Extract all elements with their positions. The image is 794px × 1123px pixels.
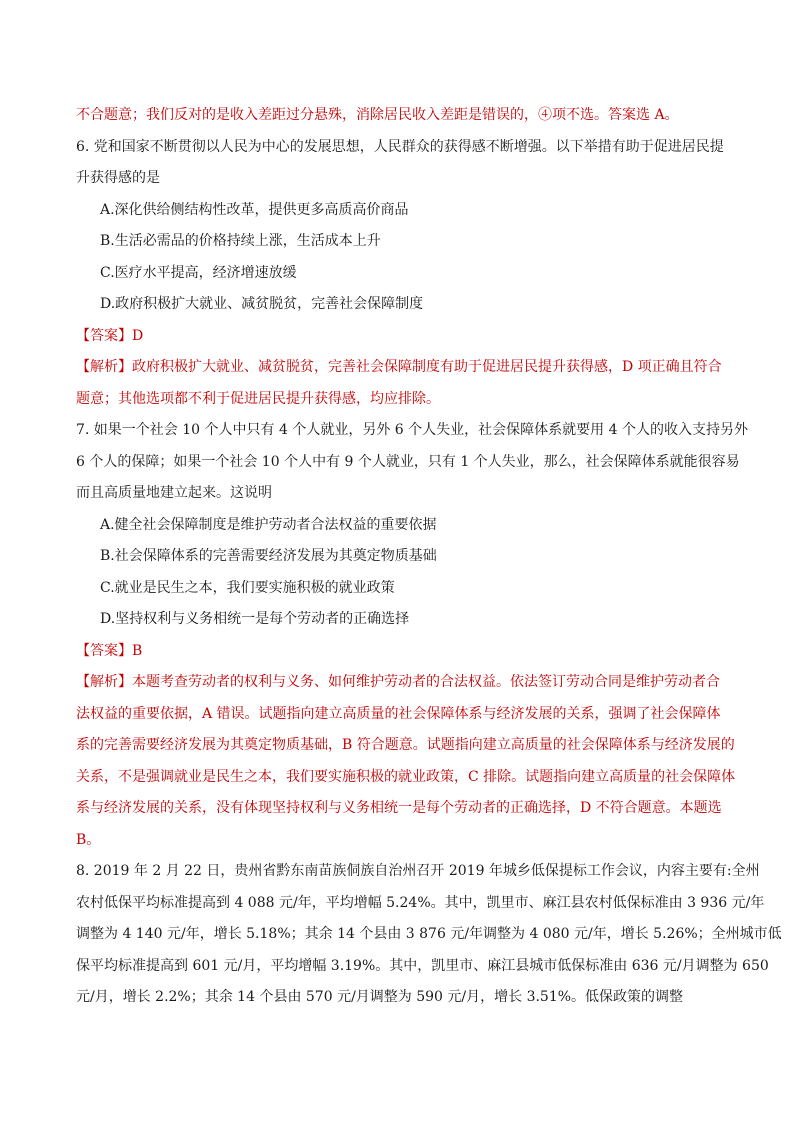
option-d: D.坚持权利与义务相统一是每个劳动者的正确选择	[100, 611, 410, 627]
option-a: A.健全社会保障制度是维护劳动者合法权益的重要依据	[100, 516, 437, 533]
question-stem-line: 升获得感的是	[76, 170, 160, 186]
analysis-text: 政府积极扩大就业、减贫脱贫，完善社会保障制度有助于促进居民提升获得感，D 项正确且符合	[132, 359, 722, 375]
analysis-line: 题意；其他选项都不利于促进居民提升获得感，均应排除。	[76, 390, 440, 407]
question-stem-line: 元/月，增长 2.2%；其余 14 个县由 570 元/月调整为 590 元/月，增长 3.51%。低保政策的调整	[76, 989, 684, 1005]
analysis-tag: 【解析】	[76, 674, 132, 690]
analysis-text: 本题考查劳动者的权利与义务、如何维护劳动者的合法权益。依法签订劳动合同是维护劳动者合	[132, 674, 720, 690]
answer-value: D	[132, 327, 144, 344]
analysis-line: 系与经济发展的关系，没有体现坚持权利与义务相统一是每个劳动者的正确选择，D 不符合题意。本题选	[76, 800, 722, 816]
option-c: C.就业是民生之本，我们要实施积极的就业政策	[100, 579, 395, 596]
answer-tag: 【答案】	[76, 327, 132, 344]
question-stem-line: 而且高质量地建立起来。这说明	[76, 485, 272, 501]
analysis-line: 关系，不是强调就业是民生之本，我们要实施积极的就业政策，C 排除。试题指向建立高质量的社会保障体	[76, 768, 736, 785]
analysis-line: B。	[76, 831, 101, 848]
question-stem-line: 农村低保平均标准提高到 4 088 元/年，平均增幅 5.24%。其中，凯里市、麻江县农村低保标准由 3 936 元/年	[76, 894, 765, 911]
question-stem-line: 6 个人的保障；如果一个社会 10 个人中有 9 个人就业，只有 1 个人失业，那么，社会保障体系就能很容易	[76, 453, 740, 470]
analysis-line: 系的完善需要经济发展为其奠定物质基础，B 符合题意。试题指向建立高质量的社会保障体系与经济发展的	[76, 737, 735, 753]
answer-tag: 【答案】	[76, 642, 132, 659]
option-b: B.社会保障体系的完善需要经济发展为其奠定物质基础	[100, 548, 437, 564]
option-a: A.深化供给侧结构性改革，提供更多高质高价商品	[100, 201, 409, 218]
question-stem-line: 6. 党和国家不断贯彻以人民为中心的发展思想，人民群众的获得感不断增强。以下举措有助于促进居民提	[76, 138, 724, 155]
analysis-line	[76, 667, 724, 699]
prev-analysis-line: 不合题意；我们反对的是收入差距过分悬殊，消除居民收入差距是错误的，④项不选。答案选 A。	[76, 107, 679, 123]
question-6	[76, 132, 724, 416]
option-b: B.生活必需品的价格持续上涨，生活成本上升	[100, 233, 381, 249]
analysis-tag: 【解析】	[76, 359, 132, 375]
answer-value: B	[132, 642, 143, 659]
option-d: D.政府积极扩大就业、减贫脱贫，完善社会保障制度	[100, 296, 424, 312]
analysis-line: 法权益的重要依据，A 错误。试题指向建立高质量的社会保障体系与经济发展的关系，强调了社会保障体	[76, 705, 721, 722]
question-stem-line: 8. 2019 年 2 月 22 日，贵州省黔东南苗族侗族自治州召开 2019 年城乡低保提标工作会议，内容主要有:全州	[76, 863, 760, 879]
option-c: C.医疗水平提高，经济增速放缓	[100, 264, 297, 281]
question-stem-line: 保平均标准提高到 601 元/月，平均增幅 3.19%。其中，凯里市、麻江县城市低保标准由 636 元/月调整为 650	[76, 957, 769, 974]
page-content	[76, 100, 782, 1014]
question-stem-line: 7. 如果一个社会 10 个人中只有 4 个人就业，另外 6 个人失业，社会保障体系就要用 4 个人的收入支持另外	[76, 422, 748, 438]
answer-line	[76, 321, 724, 353]
question-8	[76, 856, 782, 1014]
question-7	[76, 415, 748, 856]
question-stem-line: 调整为 4 140 元/年，增长 5.18%；其余 14 个县由 3 876 元/年调整为 4 080 元/年，增长 5.26%；全州城市低	[76, 926, 782, 942]
analysis-line	[76, 352, 724, 384]
answer-line	[76, 636, 724, 668]
